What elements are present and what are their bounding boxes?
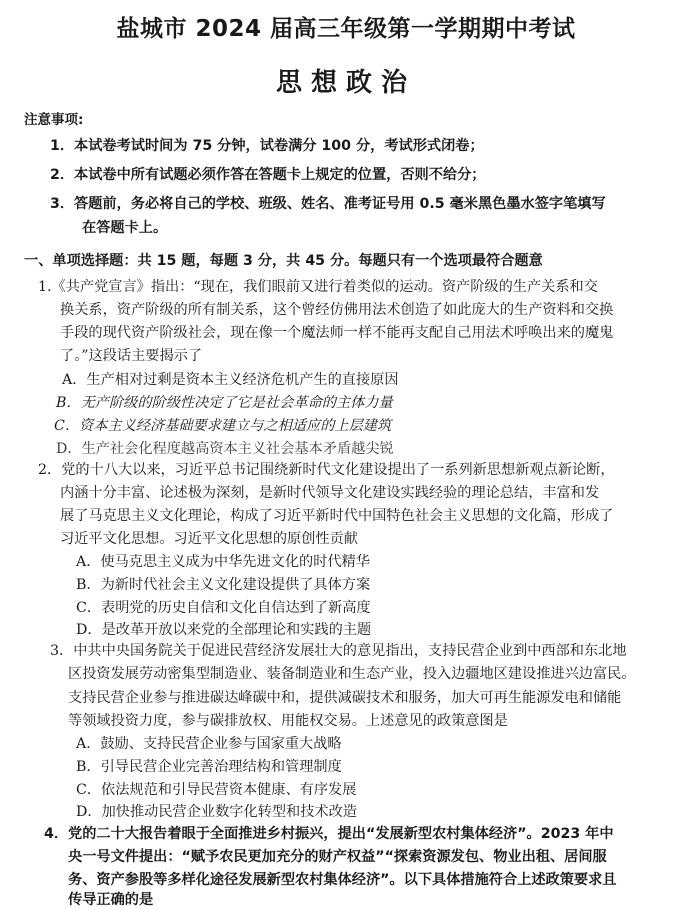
question-stem-line: 传导正确的是 [68, 892, 154, 908]
option-a: A．使马克思主义成为中华先进文化的时代精华 [76, 554, 370, 570]
subject-title: 思想政治 [275, 68, 416, 98]
question-stem-line: 换关系，资产阶级的所有制关系，这个曾经仿佛用法术创造了如此庞大的生产资料和交换 [60, 302, 614, 318]
question-stem-line: 等领域投资力度，参与碳排放权、用能权交易。上述意见的政策意图是 [68, 713, 508, 729]
note-item: 1．本试卷考试时间为 75 分钟，试卷满分 100 分，考试形式闭卷； [50, 138, 484, 154]
option-d: D．生产社会化程度越高资本主义社会基本矛盾越尖锐 [56, 441, 394, 457]
option-c: C．依法规范和引导民营资本健康、有序发展 [76, 782, 357, 798]
option-c: C．表明党的历史自信和文化自信达到了新高度 [76, 600, 371, 616]
question-stem-line: 习近平文化思想。习近平文化思想的原创性贡献 [60, 531, 358, 547]
question-stem-line: 区投资发展劳动密集型制造业、装备制造业和生态产业，投入边疆地区建设推进兴边富民。 [68, 666, 636, 682]
note-item: 在答题卡上。 [82, 220, 168, 236]
option-b: B．为新时代社会主义文化建设提供了具体方案 [76, 577, 371, 593]
option-d: D．是改革开放以来党的全部理论和实践的主题 [76, 622, 372, 638]
question-stem-line: 3．中共中央国务院关于促进民营经济发展壮大的意见指出，支持民营企业到中西部和东北地 [50, 643, 627, 659]
question-stem-line: 务、资产参股等多样化途径发展新型农村集体经济”。以下具体措施符合上述政策要求且 [68, 872, 617, 888]
question-stem-line: 手段的现代资产阶级社会，现在像一个魔法师一样不能再支配自己用法术呼唤出来的魔鬼 [60, 325, 614, 341]
question-stem-line: 展了马克思主义文化理论，构成了习近平新时代中国特色社会主义思想的文化篇，形成了 [60, 508, 614, 524]
option-a: A．生产相对过剩是资本主义经济危机产生的直接原因 [62, 372, 399, 388]
question-stem-line: 1.《共产党宣言》指出：“现在，我们眼前又进行着类似的运动。资产阶级的生产关系和交 [38, 279, 598, 295]
question-stem-line: 4．党的二十大报告着眼于全面推进乡村振兴，提出“发展新型农村集体经济”。2023 年中 [44, 826, 614, 842]
question-stem-line: 2．党的十八大以来，习近平总书记围绕新时代文化建设提出了一系列新思想新观点新论断， [38, 462, 615, 478]
question-stem-line: 了。”这段话主要揭示了 [60, 348, 203, 364]
question-stem-line: 央一号文件提出：“赋予农民更加充分的财产权益”“探索资源发包、物业出租、居间服 [68, 849, 607, 865]
section-heading: 一、单项选择题：共 15 题，每题 3 分，共 45 分。每题只有一个选项最符合题意 [24, 253, 543, 269]
note-item: 3．答题前，务必将自己的学校、班级、姓名、准考证号用 0.5 毫米黑色墨水签字笔填写 [50, 196, 606, 212]
option-c: C．资本主义经济基础要求建立与之相适应的上层建筑 [54, 418, 392, 434]
question-stem-line: 内涵十分丰富、论述极为深刻，是新时代领导文化建设实践经验的理论总结，丰富和发 [60, 485, 600, 501]
exam-title: 盐城市 2024 届高三年级第一学期期中考试 [116, 16, 576, 42]
option-b: B．引导民营企业完善治理结构和管理制度 [76, 759, 342, 775]
notes-heading: 注意事项: [24, 112, 84, 128]
option-a: A．鼓励、支持民营企业参与国家重大战略 [76, 736, 342, 752]
question-stem-line: 支持民营企业参与推进碳达峰碳中和，提供减碳技术和服务，加大可再生能源发电和储能 [68, 690, 622, 706]
option-d: D．加快推动民营企业数字化转型和技术改造 [76, 804, 357, 820]
note-item: 2．本试卷中所有试题必须作答在答题卡上规定的位置，否则不给分； [50, 167, 486, 183]
option-b: B．无产阶级的阶级性决定了它是社会革命的主体力量 [56, 395, 393, 411]
